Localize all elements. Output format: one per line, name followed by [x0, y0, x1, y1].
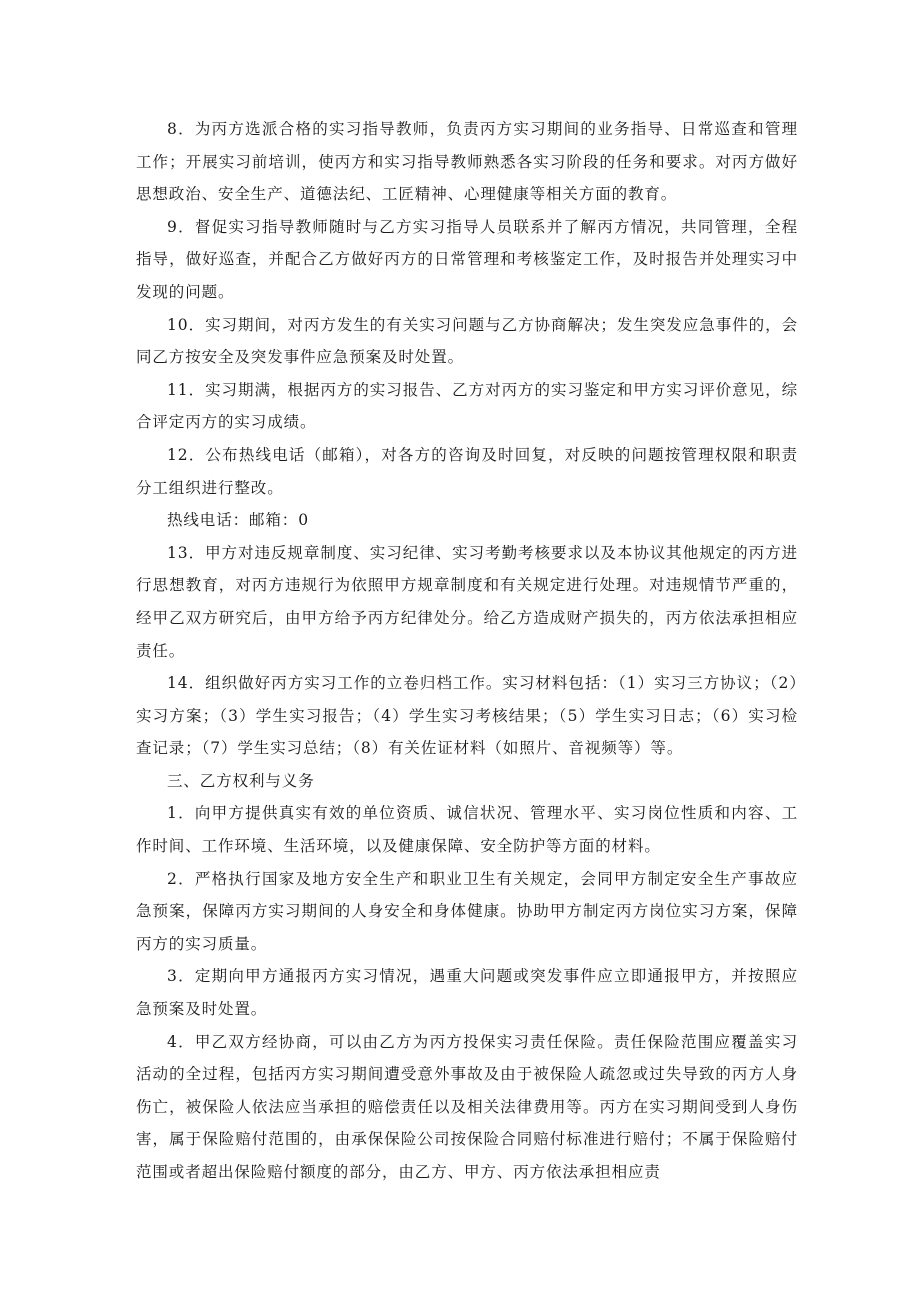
section-heading: 三、乙方权利与义务: [167, 771, 315, 790]
party-b-clause-1: 1．向甲方提供真实有效的单位资质、诚信状况、管理水平、实习岗位性质和内容、工作时间、工作环境、生活环境，以及健康保障、安全防护等方面的材料。: [136, 804, 798, 856]
clause-11: 11．实习期满，根据丙方的实习报告、乙方对丙方的实习鉴定和甲方实习评价意见，综合评定丙方的实习成绩。: [136, 380, 798, 432]
clause-13: 13．甲方对违反规章制度、实习纪律、实习考勤考核要求以及本协议其他规定的丙方进行思想教育，对丙方违规行为依照甲方规章制度和有关规定进行处理。对违规情节严重的，经甲乙双方研究后，由甲方给予丙方纪律处分。给乙方造成财产损失的，丙方依法承担相应责任。: [136, 543, 798, 660]
clause-14: 14．组织做好丙方实习工作的立卷归档工作。实习材料包括：（1）实习三方协议；（2）实习方案；（3）学生实习报告；（4）学生实习考核结果；（5）学生实习日志；（6）实习检查记录；（7）学生实习总结；（8）有关佐证材料（如照片、音视频等）等。: [136, 674, 798, 758]
party-b-clause-4: 4．甲乙双方经协商，可以由乙方为丙方投保实习责任保险。责任保险范围应覆盖实习活动的全过程，包括丙方实习期间遭受意外事故及由于被保险人疏忽或过失导致的丙方人身伤亡，被保险人依法应当承担的赔偿责任以及相关法律费用等。丙方在实习期间受到人身伤害，属于保险赔付范围的，由承保保险公司按保险合同赔付标准进行赔付；不属于保险赔付范围或者超出保险赔付额度的部分，由乙方、甲方、丙方依法承担相应责: [136, 1032, 798, 1181]
document-page: [136, 113, 798, 1189]
clause-10: 10．实习期间，对丙方发生的有关实习问题与乙方协商解决；发生突发应急事件的，会同乙方按安全及突发事件应急预案及时处置。: [136, 315, 798, 367]
party-b-clause-3: 3．定期向甲方通报丙方实习情况，遇重大问题或突发事件应立即通报甲方，并按照应急预案及时处置。: [136, 967, 798, 1019]
hotline-line: 热线电话：邮箱：0: [167, 511, 309, 530]
clause-12: 12．公布热线电话（邮箱），对各方的咨询及时回复，对反映的问题按管理权限和职责分工组织进行整改。: [136, 445, 798, 497]
party-b-clause-2: 2．严格执行国家及地方安全生产和职业卫生有关规定，会同甲方制定安全生产事故应急预案，保障丙方实习期间的人身安全和身体健康。协助甲方制定丙方岗位实习方案，保障丙方的实习质量。: [136, 869, 798, 953]
clause-8: 8．为丙方选派合格的实习指导教师，负责丙方实习期间的业务指导、日常巡查和管理工作；开展实习前培训，使丙方和实习指导教师熟悉各实习阶段的任务和要求。对丙方做好思想政治、安全生产、道德法纪、工匠精神、心理健康等相关方面的教育。: [136, 120, 798, 204]
clause-9: 9．督促实习指导教师随时与乙方实习指导人员联系并了解丙方情况，共同管理，全程指导，做好巡查，并配合乙方做好丙方的日常管理和考核鉴定工作，及时报告并处理实习中发现的问题。: [136, 217, 798, 301]
